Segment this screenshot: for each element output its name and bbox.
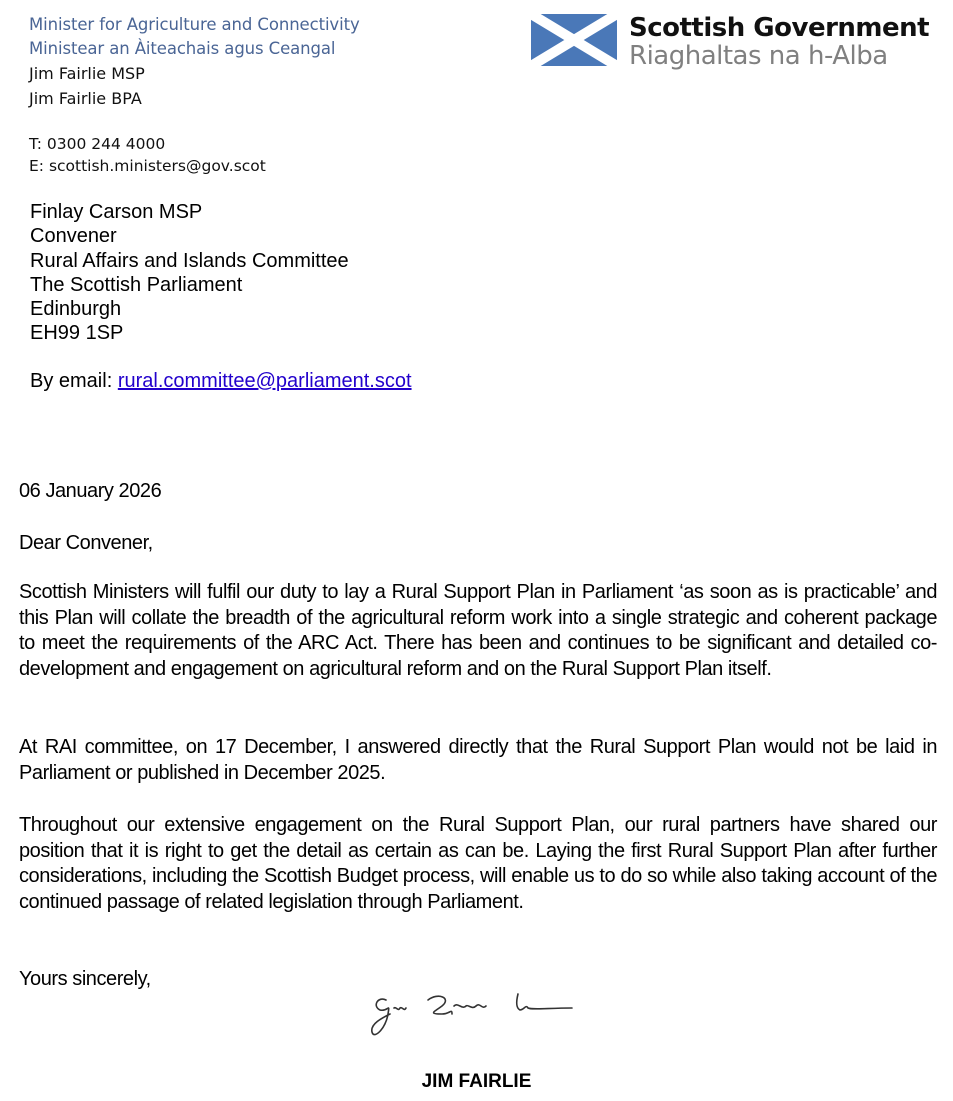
- committee-email-link[interactable]: rural.committee@parliament.scot: [117, 370, 412, 392]
- signatory-name: JIM FAIRLIE: [421, 1071, 532, 1092]
- contact-email: E: scottish.ministers@gov.scot: [29, 157, 266, 175]
- logo-name-english: Scottish Government: [629, 13, 930, 43]
- recipient-line: Convener: [30, 225, 117, 248]
- minister-title-gaelic: Ministear an Àiteachais agus Ceangal: [29, 39, 336, 58]
- letter-date: 06 January 2026: [19, 480, 162, 502]
- logo-name-gaelic: Riaghaltas na h-Alba: [629, 41, 888, 71]
- recipient-line: Finlay Carson MSP: [30, 201, 203, 223]
- paragraph-1: Scottish Ministers will fulfil our duty to lay a Rural Support Plan in Parliament ‘as soon as is practicable’ and this Plan will collate the breadth of the agricultural reform work into a single strategic and coherent package to meet the requirements of the ARC Act. There has been and continues to be significant and detailed co-development and engagement on agricultural reform and on the Rural Support Plan itself.: [19, 581, 937, 680]
- recipient-line: EH99 1SP: [30, 322, 124, 345]
- paragraph-2: At RAI committee, on 17 December, I answered directly that the Rural Support Plan would not be laid in Parliament or published in December 2025.: [19, 736, 937, 784]
- minister-name-bpa: Jim Fairlie BPA: [29, 89, 142, 108]
- paragraph-3: Throughout our extensive engagement on the Rural Support Plan, our rural partners have shared our position that it is right to get the detail as certain as can be. Laying the first Rural Support Plan after further considerations, including the Scottish Budget process, will enable us to do so while also taking account of the continued passage of related legislation through Parliament.: [19, 814, 937, 913]
- closing: Yours sincerely,: [19, 968, 151, 990]
- by-email-label: By email:: [30, 370, 118, 392]
- minister-name-msp: Jim Fairlie MSP: [29, 64, 145, 83]
- saltire-flag-icon: [531, 14, 617, 66]
- minister-title-english: Minister for Agriculture and Connectivity: [29, 15, 360, 34]
- recipient-line: Rural Affairs and Islands Committee: [30, 249, 349, 272]
- recipient-line: Edinburgh: [30, 298, 122, 321]
- phone-number: T: 0300 244 4000: [29, 135, 166, 153]
- by-email-line: [30, 370, 412, 393]
- scottish-government-logo: [531, 14, 929, 70]
- recipient-line: The Scottish Parliament: [30, 273, 243, 296]
- letterhead: [29, 13, 360, 177]
- signature-image: [368, 988, 588, 1048]
- salutation: Dear Convener,: [19, 532, 153, 554]
- recipient-address: [30, 200, 349, 346]
